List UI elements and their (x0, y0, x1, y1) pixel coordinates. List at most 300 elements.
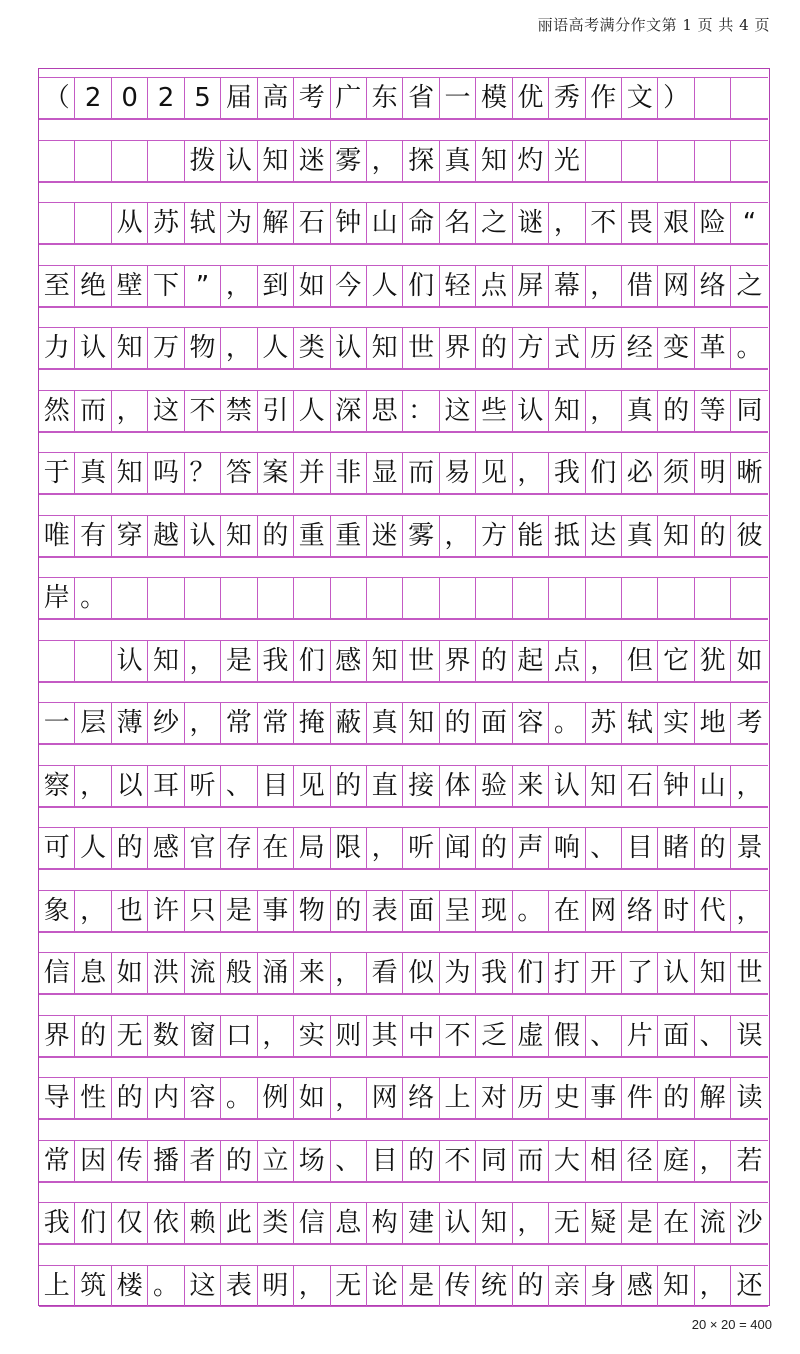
grid-cell: 彼 (731, 515, 767, 557)
row-gap (39, 682, 768, 704)
grid-cell: 但 (622, 640, 658, 682)
grid-cell: 界 (440, 640, 476, 682)
row-gap (39, 307, 768, 329)
grid-cell: 的 (476, 827, 512, 869)
grid-cell: 石 (294, 202, 330, 244)
grid-cell: 是 (221, 890, 257, 932)
grid-cell: 模 (476, 77, 512, 119)
grid-cell: 艰 (658, 202, 694, 244)
grid-cell: 接 (403, 765, 439, 807)
grid-cell: 依 (148, 1202, 184, 1244)
grid-cell: 然 (39, 390, 75, 432)
grid-cell: 们 (294, 640, 330, 682)
grid-cell: 今 (331, 265, 367, 307)
grid-cell: 了 (622, 952, 658, 994)
row-gap (39, 1182, 768, 1204)
row-gap (39, 1244, 768, 1266)
grid-cell (39, 202, 75, 244)
grid-cell: 筑 (75, 1265, 111, 1307)
grid-cell: 之 (476, 202, 512, 244)
grid-cell: 窗 (185, 1015, 221, 1057)
grid-cell: 谜 (513, 202, 549, 244)
grid-cell: 是 (622, 1202, 658, 1244)
grid-cell: ， (294, 1265, 330, 1307)
grid-cell: 来 (294, 952, 330, 994)
grid-cell: 可 (39, 827, 75, 869)
grid-cell: 络 (695, 265, 731, 307)
grid-cell: 认 (513, 390, 549, 432)
grid-cell (258, 577, 294, 619)
grid-cell: 时 (658, 890, 694, 932)
grid-cell: 感 (148, 827, 184, 869)
row-gap (39, 557, 768, 579)
grid-cell: 必 (622, 452, 658, 494)
grid-cell: 感 (622, 1265, 658, 1307)
grid-cell: 息 (331, 1202, 367, 1244)
grid-cell (39, 640, 75, 682)
row-gap (39, 119, 768, 141)
grid-cell: 性 (75, 1077, 111, 1119)
grid-row (39, 265, 768, 307)
grid-cell: 下 (148, 265, 184, 307)
grid-row (39, 1140, 768, 1182)
grid-cell: 的 (258, 515, 294, 557)
grid-cell: 石 (622, 765, 658, 807)
grid-row (39, 1015, 768, 1057)
grid-cell: 直 (367, 765, 403, 807)
grid-cell: 在 (549, 890, 585, 932)
grid-cell: 以 (112, 765, 148, 807)
grid-cell: 的 (695, 827, 731, 869)
grid-cell (367, 577, 403, 619)
grid-cell: 知 (148, 640, 184, 682)
grid-cell: 误 (731, 1015, 767, 1057)
row-gap (39, 1057, 768, 1079)
grid-cell: 内 (148, 1077, 184, 1119)
grid-cell: 重 (294, 515, 330, 557)
grid-cell: 例 (258, 1077, 294, 1119)
grid-cell: 来 (513, 765, 549, 807)
row-gap (39, 869, 768, 891)
grid-cell: 假 (549, 1015, 585, 1057)
grid-cell: 解 (695, 1077, 731, 1119)
grid-cell: “ (731, 202, 767, 244)
grid-cell: 方 (513, 327, 549, 369)
grid-cell: 世 (731, 952, 767, 994)
grid-cell: 在 (258, 827, 294, 869)
grid-cell (695, 140, 731, 182)
grid-cell: 层 (75, 702, 111, 744)
grid-cell: 传 (440, 1265, 476, 1307)
grid-cell: 2 (75, 77, 111, 119)
grid-cell: 光 (549, 140, 585, 182)
grid-cell: 起 (513, 640, 549, 682)
grid-cell: 构 (367, 1202, 403, 1244)
grid-cell: 看 (367, 952, 403, 994)
grid-cell: 方 (476, 515, 512, 557)
grid-cell: 我 (258, 640, 294, 682)
grid-cell: 的 (513, 1265, 549, 1307)
grid-cell: 则 (331, 1015, 367, 1057)
grid-cell: ， (112, 390, 148, 432)
grid-cell (476, 577, 512, 619)
grid-cell: 壁 (112, 265, 148, 307)
grid-cell (513, 577, 549, 619)
grid-cell: 经 (622, 327, 658, 369)
grid-cell: 命 (403, 202, 439, 244)
grid-cell: 实 (658, 702, 694, 744)
grid-cell: 闻 (440, 827, 476, 869)
grid-cell: 知 (658, 515, 694, 557)
grid-cell: 知 (403, 702, 439, 744)
grid-cell: 轼 (622, 702, 658, 744)
grid-cell: 显 (367, 452, 403, 494)
grid-cell: 我 (549, 452, 585, 494)
grid-cell: 大 (549, 1140, 585, 1182)
grid-cell: 之 (731, 265, 767, 307)
grid-cell: 拨 (185, 140, 221, 182)
grid-cell: 畏 (622, 202, 658, 244)
grid-cell: ， (75, 890, 111, 932)
grid-cell: 界 (440, 327, 476, 369)
grid-cell: ， (367, 140, 403, 182)
grid-row (39, 327, 768, 369)
grid-cell: 苏 (148, 202, 184, 244)
grid-cell: 常 (39, 1140, 75, 1182)
grid-cell: 径 (622, 1140, 658, 1182)
grid-cell (586, 140, 622, 182)
grid-cell: 考 (731, 702, 767, 744)
grid-cell: 达 (586, 515, 622, 557)
grid-cell: ， (513, 452, 549, 494)
grid-cell: 这 (185, 1265, 221, 1307)
grid-cell: 象 (39, 890, 75, 932)
grid-cell: 察 (39, 765, 75, 807)
grid-cell: 局 (294, 827, 330, 869)
grid-row (39, 765, 768, 807)
grid-cell: 表 (367, 890, 403, 932)
grid-cell: 省 (403, 77, 439, 119)
grid-cell: 知 (658, 1265, 694, 1307)
grid-cell: 知 (476, 1202, 512, 1244)
grid-cell: 变 (658, 327, 694, 369)
grid-cell: 优 (513, 77, 549, 119)
grid-cell: 革 (695, 327, 731, 369)
grid-cell: 而 (75, 390, 111, 432)
grid-cell: 地 (695, 702, 731, 744)
grid-row (39, 952, 768, 994)
grid-row (39, 515, 768, 557)
grid-cell: 类 (258, 1202, 294, 1244)
grid-cell: 一 (39, 702, 75, 744)
grid-cell: 于 (39, 452, 75, 494)
grid-cell: ， (75, 765, 111, 807)
grid-cell: 如 (731, 640, 767, 682)
grid-cell: ， (221, 265, 257, 307)
grid-cell (440, 577, 476, 619)
grid-cell: 认 (221, 140, 257, 182)
grid-cell: 灼 (513, 140, 549, 182)
row-gap (39, 244, 768, 266)
grid-cell: 思 (367, 390, 403, 432)
grid-cell: 场 (294, 1140, 330, 1182)
grid-cell: 建 (403, 1202, 439, 1244)
grid-cell: 此 (221, 1202, 257, 1244)
grid-cell: 同 (476, 1140, 512, 1182)
grid-cell: ， (695, 1265, 731, 1307)
grid-cell: 无 (331, 1265, 367, 1307)
grid-cell: 为 (440, 952, 476, 994)
grid-cell: 绝 (75, 265, 111, 307)
grid-row (39, 640, 768, 682)
grid-cell: 声 (513, 827, 549, 869)
grid-cell: 引 (258, 390, 294, 432)
grid-cell: 广 (331, 77, 367, 119)
grid-cell: ： (403, 390, 439, 432)
grid-cell: 信 (294, 1202, 330, 1244)
grid-cell (185, 577, 221, 619)
grid-cell: 对 (476, 1077, 512, 1119)
grid-cell: 官 (185, 827, 221, 869)
grid-cell: 仅 (112, 1202, 148, 1244)
grid-cell: 不 (185, 390, 221, 432)
row-gap (39, 619, 768, 641)
grid-cell: 钟 (331, 202, 367, 244)
page-header: 丽语高考满分作文第 1 页 共 4 页 (537, 16, 770, 34)
grid-cell: 听 (403, 827, 439, 869)
grid-cell: 为 (221, 202, 257, 244)
grid-cell: 轻 (440, 265, 476, 307)
grid-cell: 2 (148, 77, 184, 119)
grid-cell: 感 (331, 640, 367, 682)
grid-cell: 数 (148, 1015, 184, 1057)
grid-cell: 知 (476, 140, 512, 182)
grid-cell: 的 (658, 1077, 694, 1119)
grid-cell: 开 (586, 952, 622, 994)
grid-cell: ， (695, 1140, 731, 1182)
grid-cell: 认 (185, 515, 221, 557)
grid-cell: 代 (695, 890, 731, 932)
grid-cell: 、 (695, 1015, 731, 1057)
grid-cell: 。 (731, 327, 767, 369)
grid-cell: 亲 (549, 1265, 585, 1307)
grid-cell (586, 577, 622, 619)
grid-cell: 高 (258, 77, 294, 119)
grid-cell: 赖 (185, 1202, 221, 1244)
grid-cell: 我 (39, 1202, 75, 1244)
grid-cell: 其 (367, 1015, 403, 1057)
grid-cell: 认 (440, 1202, 476, 1244)
grid-cell: 是 (221, 640, 257, 682)
grid-cell: 真 (440, 140, 476, 182)
grid-cell: ） (658, 77, 694, 119)
grid-cell (39, 140, 75, 182)
grid-cell (75, 202, 111, 244)
grid-cell: 沙 (731, 1202, 767, 1244)
grid-cell: 统 (476, 1265, 512, 1307)
grid-cell: 苏 (586, 702, 622, 744)
grid-cell: 知 (549, 390, 585, 432)
grid-cell: 件 (622, 1077, 658, 1119)
grid-cell: 东 (367, 77, 403, 119)
grid-cell: 重 (331, 515, 367, 557)
grid-cell: ， (731, 765, 767, 807)
grid-cell (731, 140, 767, 182)
grid-cell: 知 (112, 327, 148, 369)
grid-cell: ” (185, 265, 221, 307)
grid-cell: 导 (39, 1077, 75, 1119)
grid-cell: 因 (75, 1140, 111, 1182)
grid-cell: 薄 (112, 702, 148, 744)
grid-cell: 知 (221, 515, 257, 557)
grid-cell: 山 (695, 765, 731, 807)
grid-cell: 。 (221, 1077, 257, 1119)
grid-cell: 历 (513, 1077, 549, 1119)
grid-cell (658, 140, 694, 182)
grid-cell: 论 (367, 1265, 403, 1307)
grid-cell (148, 577, 184, 619)
grid-cell: 物 (185, 327, 221, 369)
grid-cell: 人 (75, 827, 111, 869)
grid-cell: 认 (112, 640, 148, 682)
grid-cell: 、 (331, 1140, 367, 1182)
grid-cell (403, 577, 439, 619)
grid-cell: 雾 (403, 515, 439, 557)
grid-cell: 目 (367, 1140, 403, 1182)
grid-cell: 不 (586, 202, 622, 244)
grid-cell: 界 (39, 1015, 75, 1057)
grid-cell: 真 (367, 702, 403, 744)
grid-cell: 史 (549, 1077, 585, 1119)
grid-cell: 物 (294, 890, 330, 932)
grid-cell: 耳 (148, 765, 184, 807)
grid-cell: 至 (39, 265, 75, 307)
grid-cell: 解 (258, 202, 294, 244)
grid-cell: 掩 (294, 702, 330, 744)
grid-cell: 知 (112, 452, 148, 494)
grid-cell: 世 (403, 327, 439, 369)
grid-cell (112, 577, 148, 619)
grid-cell: 我 (476, 952, 512, 994)
grid-cell: 常 (258, 702, 294, 744)
grid-cell: 容 (513, 702, 549, 744)
grid-cell: 答 (221, 452, 257, 494)
grid-cell (622, 577, 658, 619)
grid-cell: 的 (75, 1015, 111, 1057)
grid-cell: 响 (549, 827, 585, 869)
grid-cell: 、 (221, 765, 257, 807)
grid-cell: 听 (185, 765, 221, 807)
grid-cell: 的 (695, 515, 731, 557)
grid-cell: 的 (331, 890, 367, 932)
grid-cell: ， (440, 515, 476, 557)
grid-cell (148, 140, 184, 182)
grid-cell: 易 (440, 452, 476, 494)
grid-cell: 真 (622, 390, 658, 432)
grid-cell: ， (513, 1202, 549, 1244)
grid-cell: 似 (403, 952, 439, 994)
grid-cell: 的 (331, 765, 367, 807)
grid-cell: 知 (367, 640, 403, 682)
grid-cell: 式 (549, 327, 585, 369)
row-gap (39, 932, 768, 954)
grid-cell: ， (331, 952, 367, 994)
grid-cell: 面 (476, 702, 512, 744)
grid-cell: 点 (476, 265, 512, 307)
grid-cell: 身 (586, 1265, 622, 1307)
grid-cell: 验 (476, 765, 512, 807)
row-gap (39, 432, 768, 454)
grid-cell: 、 (586, 1015, 622, 1057)
grid-row (39, 390, 768, 432)
grid-cell: 险 (695, 202, 731, 244)
grid-cell: 幕 (549, 265, 585, 307)
grid-cell (731, 577, 767, 619)
grid-cell: 是 (403, 1265, 439, 1307)
grid-cell: 信 (39, 952, 75, 994)
grid-cell: 事 (586, 1077, 622, 1119)
grid-cell: 迷 (367, 515, 403, 557)
grid-cell: 还 (731, 1265, 767, 1307)
grid-row (39, 577, 768, 619)
grid-cell: 吗 (148, 452, 184, 494)
grid-cell: 有 (75, 515, 111, 557)
grid-cell: 的 (440, 702, 476, 744)
grid-cell: 。 (549, 702, 585, 744)
grid-cell: 认 (549, 765, 585, 807)
grid-cell: ， (258, 1015, 294, 1057)
grid-cell: 洪 (148, 952, 184, 994)
grid-cell: ， (185, 702, 221, 744)
grid-cell: 认 (658, 952, 694, 994)
grid-cell: 一 (440, 77, 476, 119)
grid-cell: 疑 (586, 1202, 622, 1244)
grid-cell: 容 (185, 1077, 221, 1119)
grid-cell: 人 (294, 390, 330, 432)
grid-cell: 面 (658, 1015, 694, 1057)
grid-cell: 存 (221, 827, 257, 869)
grid-cell: 打 (549, 952, 585, 994)
grid-cell: ， (586, 640, 622, 682)
grid-cell: 些 (476, 390, 512, 432)
grid-cell: 类 (294, 327, 330, 369)
grid-cell: 络 (403, 1077, 439, 1119)
grid-cell: 只 (185, 890, 221, 932)
grid-cell: ？ (185, 452, 221, 494)
grid-row (39, 702, 768, 744)
grid-cell: 借 (622, 265, 658, 307)
grid-cell: 网 (367, 1077, 403, 1119)
grid-cell: 者 (185, 1140, 221, 1182)
grid-cell: ， (586, 390, 622, 432)
grid-cell: 到 (258, 265, 294, 307)
grid-cell: 深 (331, 390, 367, 432)
grid-cell: 络 (622, 890, 658, 932)
grid-cell: 无 (549, 1202, 585, 1244)
grid-cell: （ (39, 77, 75, 119)
grid-cell: 认 (331, 327, 367, 369)
grid-cell: 并 (294, 452, 330, 494)
grid-cell: 岸 (39, 577, 75, 619)
grid-cell (331, 577, 367, 619)
grid-cell: 这 (440, 390, 476, 432)
grid-cell: ， (731, 890, 767, 932)
grid-cell: 非 (331, 452, 367, 494)
grid-cell: 面 (403, 890, 439, 932)
grid-cell: 常 (221, 702, 257, 744)
grid-cell: 现 (476, 890, 512, 932)
grid-cell: ， (331, 1077, 367, 1119)
